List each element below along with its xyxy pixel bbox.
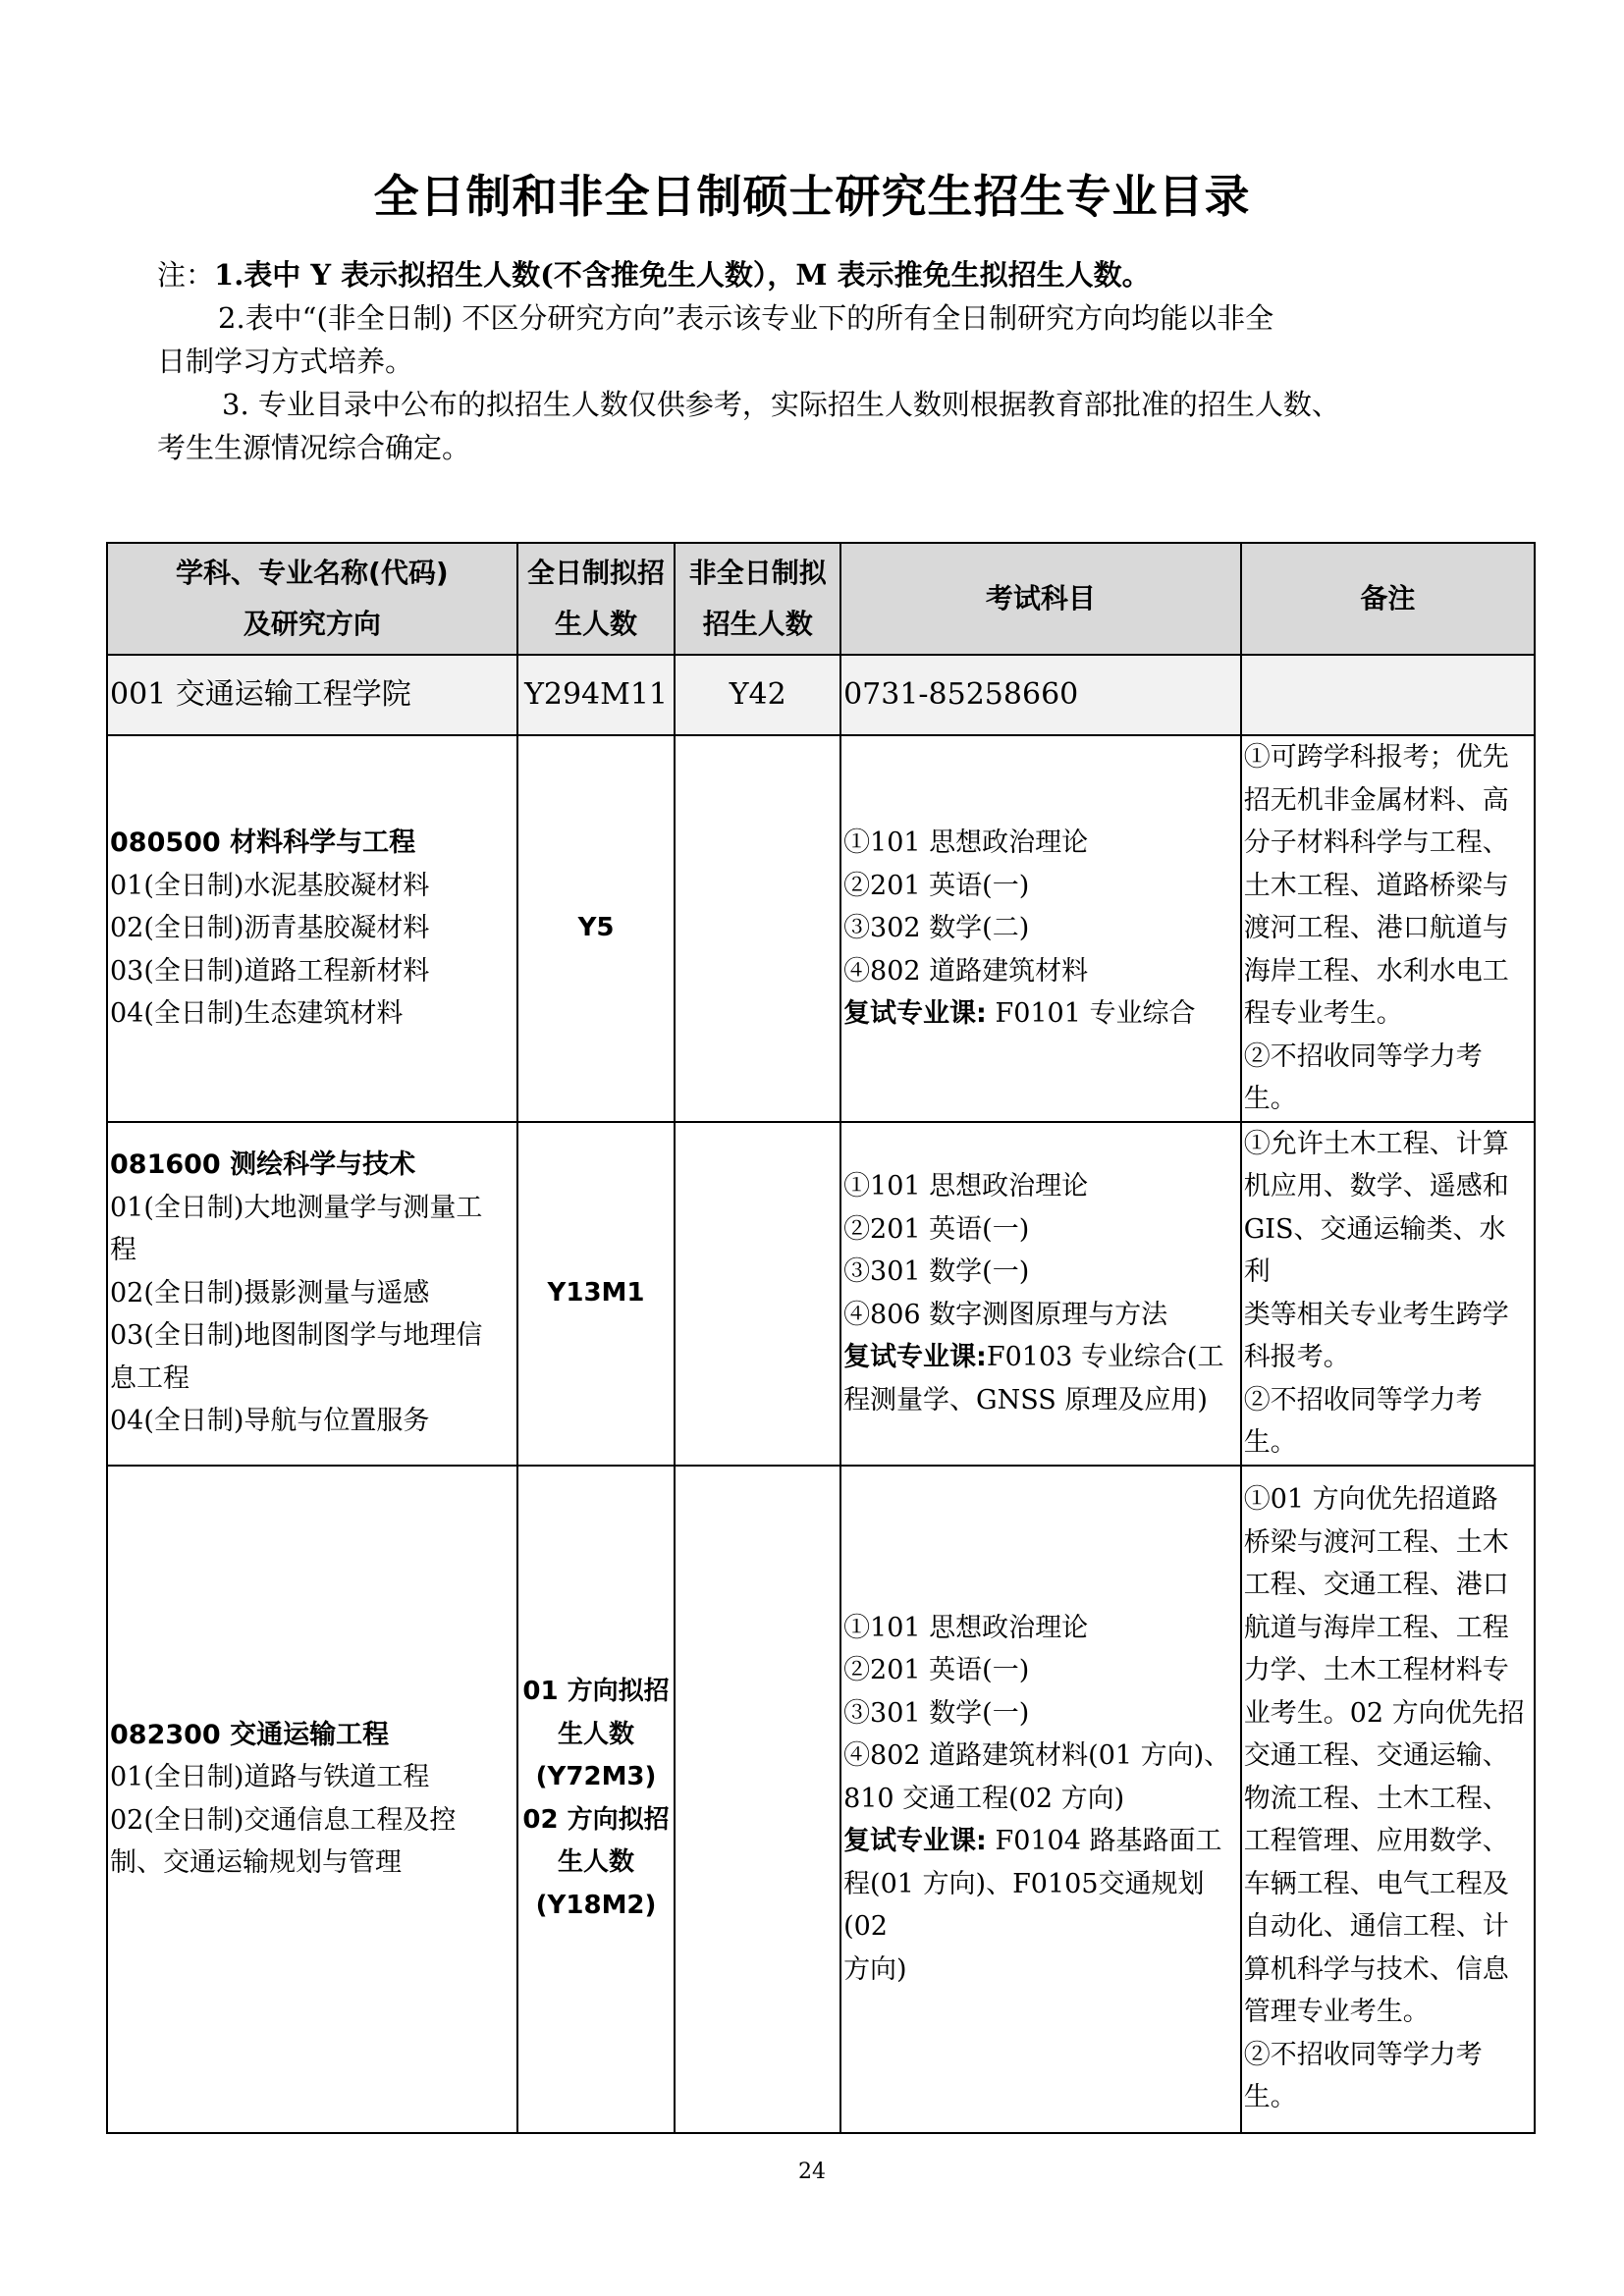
major-title: 082300 交通运输工程 [110, 1719, 390, 1750]
fulltime-count: Y13M1 [517, 1122, 676, 1466]
direction: 息工程 [110, 1362, 189, 1394]
parttime-count [675, 1122, 840, 1466]
major-title: 080500 材料科学与工程 [110, 828, 416, 858]
retest-label: 复试专业课: [843, 1342, 987, 1372]
remark-cell: ①01 方向优先招道路 桥梁与渡河工程、土木 工程、交通工程、港口 航道与海岸工程、工程 力学、土木工程材料专 业考生。02 方向优先招 交通工程、交通运输、 物流工程、土木工程、 工程管理、应用数学、 车辆工程、电气工程及 自动化、通信工程、计 算机科学与技术、信息 管理专业考生。 ②不招收同等学力考 生。 [1241, 1466, 1535, 2133]
exam-subject: ③302 数学(二) [843, 913, 1030, 943]
retest-course: F0104 路基路面工 [986, 1826, 1222, 1857]
direction: 04(全日制)生态建筑材料 [110, 998, 404, 1029]
major-title: 081600 测绘科学与技术 [110, 1149, 416, 1181]
note-3a: 3. 专业目录中公布的拟招生人数仅供参考，实际招生人数则根据教育部批准的招生人数、 [222, 388, 1340, 421]
note-prefix: 注： [157, 258, 215, 292]
retest-continued: 方向) [843, 1953, 907, 1985]
exam-subject: ③301 数学(一) [843, 1697, 1030, 1729]
header-remark: 备注 [1241, 543, 1535, 655]
exam-subject: ④802 道路建筑材料(01 方向)、 [843, 1740, 1231, 1772]
college-name: 001 交通运输工程学院 [107, 655, 517, 735]
retest-line [843, 1336, 1238, 1379]
header-fulltime-count: 全日制拟招 生人数 [517, 543, 676, 655]
direction: 02(全日制)交通信息工程及控 [110, 1804, 457, 1836]
fulltime-count: 01 方向拟招 生人数 (Y72M3) 02 方向拟招 生人数 (Y18M2) [517, 1466, 676, 2133]
retest-continued: 程(01 方向)、F0105交通规划(02 [843, 1868, 1205, 1943]
college-phone: 0731-85258660 [840, 655, 1241, 735]
exam-cell [840, 735, 1241, 1122]
exam-cell [840, 1466, 1241, 2133]
table-header-row [107, 543, 1535, 655]
table-row [107, 1122, 1535, 1466]
direction: 03(全日制)道路工程新材料 [110, 955, 430, 987]
exam-subject: ①101 思想政治理论 [843, 1612, 1089, 1643]
exam-subject: ②201 英语(一) [843, 870, 1030, 901]
catalog-table [106, 542, 1536, 2134]
major-cell [107, 1466, 517, 2133]
direction: 制、交通运输规划与管理 [110, 1847, 402, 1878]
college-parttime: Y42 [675, 655, 840, 735]
exam-cell [840, 1122, 1241, 1466]
major-cell [107, 735, 517, 1122]
remark-cell: ①可跨学科报考；优先 招无机非金属材料、高 分子材料科学与工程、 土木工程、道路桥梁与 渡河工程、港口航道与 海岸工程、水利水电工 程专业考生。 ②不招收同等学力考 生。 [1241, 735, 1535, 1122]
retest-course: F0103 专业综合(工 [986, 1342, 1224, 1372]
exam-subject: ①101 思想政治理论 [843, 1171, 1089, 1201]
direction: 程 [110, 1235, 136, 1266]
exam-subject: ①101 思想政治理论 [843, 828, 1089, 858]
direction: 01(全日制)道路与铁道工程 [110, 1762, 430, 1792]
parttime-count [675, 1466, 840, 2133]
note-2a: 2.表中“(非全日制) 不区分研究方向”表示该专业下的所有全日制研究方向均能以非全 [218, 301, 1274, 335]
header-exam: 考试科目 [840, 543, 1241, 655]
retest-line [843, 1820, 1238, 1863]
retest-label: 复试专业课: [843, 1826, 987, 1857]
college-remark [1241, 655, 1535, 735]
direction: 02(全日制)摄影测量与遥感 [110, 1277, 430, 1308]
college-row [107, 655, 1535, 735]
exam-subject: ③301 数学(一) [843, 1256, 1030, 1287]
retest-continued: 程测量学、GNSS 原理及应用) [843, 1384, 1208, 1415]
note-2b: 日制学习方式培养。 [157, 345, 414, 378]
exam-subject: 810 交通工程(02 方向) [843, 1783, 1125, 1814]
remark-cell: ①允许土木工程、计算 机应用、数学、遥感和 GIS、交通运输类、水利 类等相关专业考生跨学 科报考。 ②不招收同等学力考 生。 [1241, 1122, 1535, 1466]
direction: 04(全日制)导航与位置服务 [110, 1406, 430, 1437]
exam-subject: ②201 英语(一) [843, 1655, 1030, 1686]
note-1 [157, 253, 1492, 296]
direction: 01(全日制)水泥基胶凝材料 [110, 870, 430, 901]
direction: 02(全日制)沥青基胶凝材料 [110, 913, 430, 943]
retest-course: F0101 专业综合 [986, 998, 1196, 1029]
notes-section [157, 253, 1492, 469]
table-row [107, 1466, 1535, 2133]
exam-subject: ④802 道路建筑材料 [843, 955, 1089, 987]
exam-subject: ④806 数字测图原理与方法 [843, 1299, 1168, 1330]
note-3b: 考生生源情况综合确定。 [157, 431, 471, 464]
header-parttime-count: 非全日制拟 招生人数 [675, 543, 840, 655]
header-major: 学科、专业名称(代码) 及研究方向 [107, 543, 517, 655]
major-cell [107, 1122, 517, 1466]
college-fulltime: Y294M11 [517, 655, 676, 735]
fulltime-count: Y5 [517, 735, 676, 1122]
retest-line [843, 992, 1238, 1036]
parttime-count [675, 735, 840, 1122]
direction: 01(全日制)大地测量学与测量工 [110, 1192, 483, 1223]
direction: 03(全日制)地图制图学与地理信 [110, 1320, 483, 1352]
exam-subject: ②201 英语(一) [843, 1213, 1030, 1245]
page-title: 全日制和非全日制硕士研究生招生专业目录 [373, 170, 1251, 223]
table-row [107, 735, 1535, 1122]
note-1-text: 1.表中 Y 表示拟招生人数(不含推免生人数），M 表示推免生拟招生人数。 [214, 258, 1151, 292]
page-number: 24 [798, 2160, 826, 2184]
retest-label: 复试专业课: [843, 998, 987, 1029]
